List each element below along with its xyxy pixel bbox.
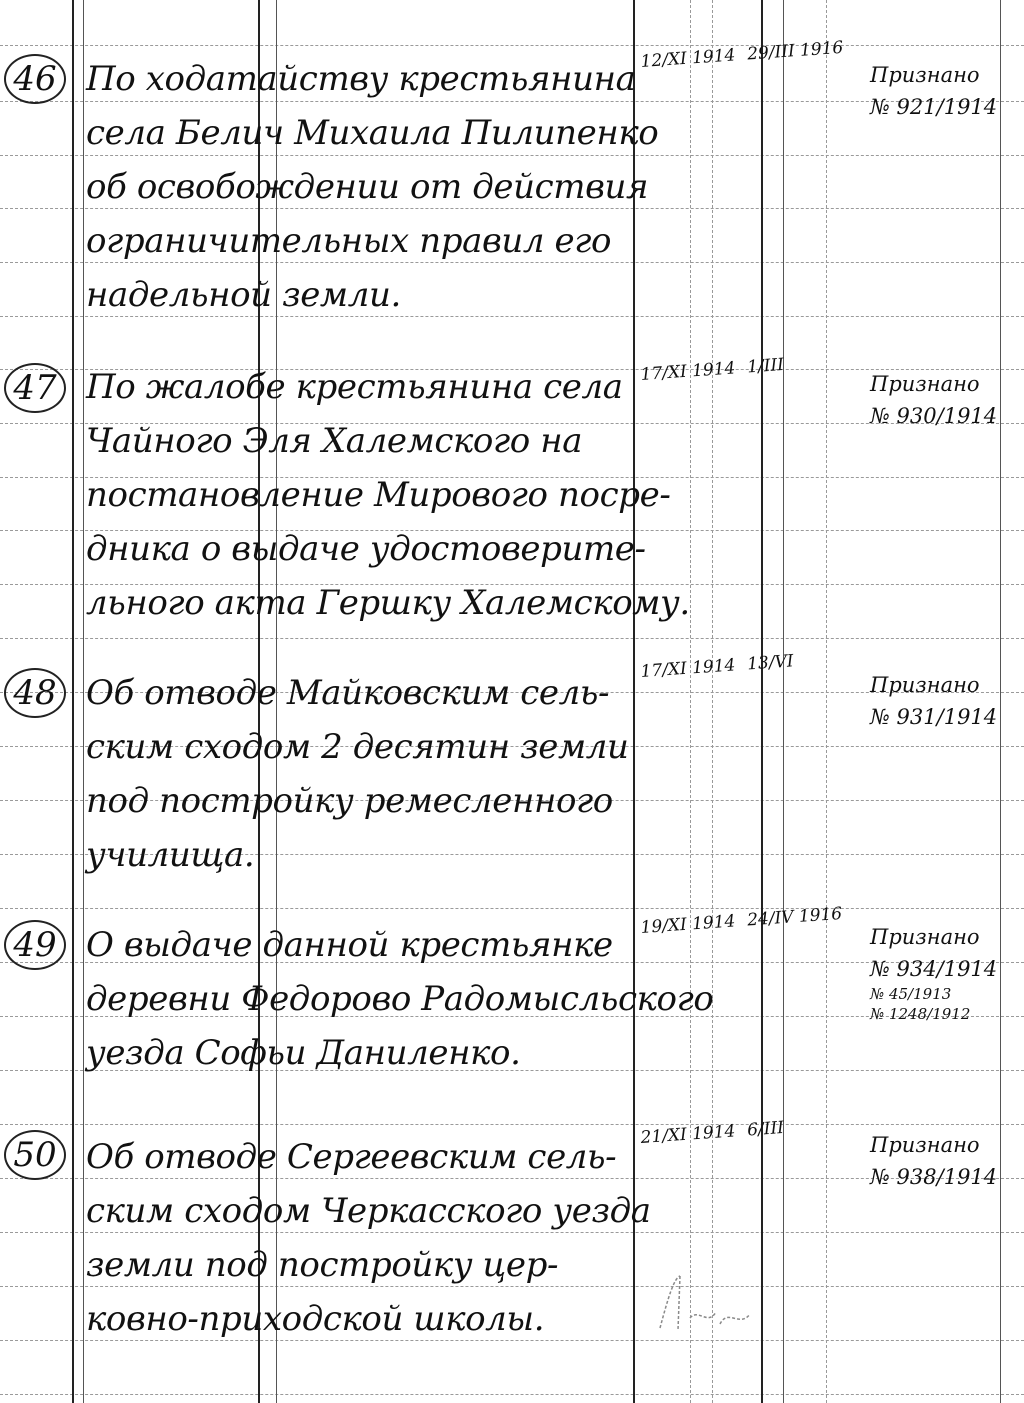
entry-resolution	[870, 1132, 1020, 1192]
date-received: 21/XI 1914	[640, 1121, 737, 1148]
entry-line: уезда Софьи Даниленко.	[86, 1033, 521, 1073]
resolution-ref: № 934/1914	[870, 957, 998, 981]
entry-line: льного акта Гершку Халемскому.	[86, 583, 690, 623]
entry-number: 48	[4, 668, 66, 718]
entry-number: 47	[4, 363, 66, 413]
date-received: 17/XI 1914	[640, 655, 737, 682]
date-resolved: 29/III 1916	[746, 37, 844, 65]
pencil-scribble	[650, 1268, 760, 1338]
entry-line: об освобождении от действия	[86, 167, 649, 207]
date-received: 19/XI 1914	[640, 911, 737, 938]
date-resolved: 6/III	[746, 1117, 785, 1141]
column-line	[690, 0, 691, 1403]
entry-text	[86, 666, 638, 882]
resolution-label: Признано	[870, 925, 980, 949]
column-line	[72, 0, 74, 1403]
entry-line: постановление Мирового посре-	[86, 475, 671, 515]
resolution-label: Признано	[870, 673, 980, 697]
ruled-line	[0, 1124, 1024, 1125]
entry-line: Об отводе Майковским сель-	[86, 673, 610, 713]
column-line	[712, 0, 713, 1403]
entry-dates	[640, 353, 811, 385]
entry-resolution	[870, 62, 1020, 122]
ruled-line	[0, 908, 1024, 909]
entry-text	[86, 1130, 651, 1346]
entry-line: села Белич Михаила Пилипенко	[86, 113, 659, 153]
entry-line: земли под постройку цер-	[86, 1245, 559, 1285]
entry-line: ским сходом Черкасского уезда	[86, 1191, 651, 1231]
resolution-label: Признано	[870, 372, 980, 396]
entry-text	[86, 52, 659, 322]
resolution-ref: № 1248/1912	[870, 1005, 971, 1023]
entry-line: дника о выдаче удостоверите-	[86, 529, 646, 569]
ruled-line	[0, 638, 1024, 639]
entry-line: ским сходом 2 десятин земли	[86, 727, 629, 767]
resolution-ref: № 938/1914	[870, 1165, 998, 1189]
entry-line: деревни Федорово Радомысльского	[86, 979, 714, 1019]
entry-number: 50	[4, 1130, 66, 1180]
entry-dates	[640, 1116, 811, 1148]
resolution-label: Признано	[870, 63, 980, 87]
resolution-ref: № 930/1914	[870, 404, 998, 428]
entry-line: ковно-приходской школы.	[86, 1299, 545, 1339]
column-line	[826, 0, 827, 1403]
entry-line: Об отводе Сергеевским сель-	[86, 1137, 617, 1177]
entry-number: 46	[4, 54, 66, 104]
resolution-label: Признано	[870, 1133, 980, 1157]
column-line	[83, 0, 84, 1403]
resolution-ref: № 931/1914	[870, 705, 998, 729]
entry-dates	[640, 903, 843, 938]
entry-resolution	[870, 672, 1020, 732]
date-received: 17/XI 1914	[640, 358, 737, 385]
entry-line: О выдаче данной крестьянке	[86, 925, 613, 965]
entry-line: ограничительных правил его	[86, 221, 612, 261]
date-resolved: 1/III	[746, 354, 785, 378]
resolution-ref: № 45/1913	[870, 985, 952, 1003]
date-received: 12/XI 1914	[640, 45, 737, 72]
entry-resolution	[870, 371, 1020, 431]
date-resolved: 24/IV 1916	[746, 903, 843, 931]
entry-line: Чайного Эля Халемского на	[86, 421, 583, 461]
date-resolved: 13/VI	[746, 651, 795, 675]
resolution-ref: № 921/1914	[870, 95, 998, 119]
entry-line: под постройку ремесленного	[86, 781, 613, 821]
entry-text	[86, 360, 690, 630]
column-line	[761, 0, 763, 1403]
entry-line: училища.	[86, 835, 255, 875]
ruled-line	[0, 1394, 1024, 1395]
entry-dates	[640, 650, 811, 682]
entry-number: 49	[4, 920, 66, 970]
column-line	[783, 0, 784, 1403]
entry-line: По жалобе крестьянина села	[86, 367, 623, 407]
entry-line: По ходатайству крестьянина	[86, 59, 636, 99]
entry-resolution	[870, 924, 1020, 1024]
entry-line: надельной земли.	[86, 275, 401, 315]
ruled-line	[0, 45, 1024, 46]
